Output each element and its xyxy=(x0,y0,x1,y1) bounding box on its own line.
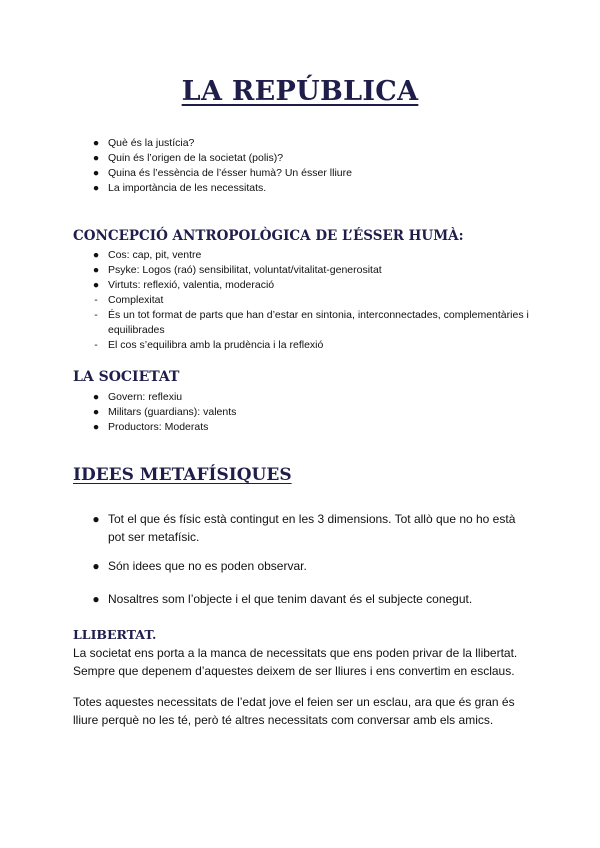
list-item-text: Virtuts: reflexió, valentia, moderació xyxy=(108,279,275,291)
idees-list xyxy=(0,590,600,608)
list-item xyxy=(0,390,600,405)
list-item xyxy=(0,405,600,420)
page-title: LA REPÚBLICA xyxy=(181,76,419,107)
list-item xyxy=(0,510,600,546)
bullet-marker: ● xyxy=(92,249,100,261)
idees-list xyxy=(0,510,600,546)
bullet-marker: ● xyxy=(92,406,100,418)
section-heading-llibertat: LLIBERTAT. xyxy=(73,627,157,642)
bullet-marker: ● xyxy=(92,391,100,403)
list-item xyxy=(0,263,600,278)
bullet-marker: ● xyxy=(92,592,100,606)
bullet-marker: ● xyxy=(92,559,100,573)
section-heading-idees: IDEES METAFÍSIQUES xyxy=(73,465,292,485)
list-item xyxy=(0,166,600,181)
list-item-text: Què és la justícia? xyxy=(108,137,195,149)
list-item-text: La importància de les necessitats. xyxy=(108,182,267,194)
bullet-marker: ● xyxy=(92,167,100,179)
llibertat-paragraph-1: La societat ens porta a la manca de necessitats que ens poden privar de la llibertat. Sempre que depenem d’aquestes deixem de ser lliures i ens convertim en esclaus. xyxy=(73,646,518,678)
list-item-text: Psyke: Logos (raó) sensibilitat, voluntat/vitalitat-generositat xyxy=(108,264,382,276)
bullet-marker: ● xyxy=(92,264,100,276)
section-heading-antropologica: CONCEPCIÓ ANTROPOLÒGICA DE L’ÉSSER HUMÀ: xyxy=(73,228,464,244)
list-item-text: Quina és l’essència de l’ésser humà? Un ésser lliure xyxy=(108,167,352,179)
list-item xyxy=(0,308,600,338)
list-item-text: Productors: Moderats xyxy=(108,421,209,433)
list-item xyxy=(0,420,600,435)
bullet-marker: ● xyxy=(92,152,100,164)
list-item xyxy=(0,181,600,196)
list-item-text: Govern: reflexiu xyxy=(108,391,183,403)
bullet-marker: ● xyxy=(92,137,100,149)
intro-question-list xyxy=(0,136,600,196)
list-item xyxy=(0,278,600,293)
list-item-text: Tot el que és físic està contingut en les 3 dimensions. Tot allò que no ho està pot ser metafísic. xyxy=(108,512,516,544)
dash-marker: - xyxy=(94,309,98,321)
idees-list xyxy=(0,557,600,575)
list-item-text: Nosaltres som l’objecte i el que tenim davant és el subjecte conegut. xyxy=(108,592,473,606)
llibertat-paragraph-2: Totes aquestes necessitats de l’edat jove el feien ser un esclau, ara que és gran és lliure perquè no les té, però té altres necessitats com conversar amb els amics. xyxy=(73,695,515,727)
bullet-marker: ● xyxy=(92,421,100,433)
bullet-marker: ● xyxy=(92,182,100,194)
bullet-marker: ● xyxy=(92,279,100,291)
list-item xyxy=(0,248,600,263)
societat-list xyxy=(0,390,600,435)
list-item-text: Són idees que no es poden observar. xyxy=(108,559,307,573)
section-heading-societat: LA SOCIETAT xyxy=(73,369,180,385)
list-item-text: Cos: cap, pit, ventre xyxy=(108,249,202,261)
list-item xyxy=(0,151,600,166)
dash-marker: - xyxy=(94,339,98,351)
dash-marker: - xyxy=(94,294,98,306)
list-item-text: El cos s’equilibra amb la prudència i la reflexió xyxy=(108,339,324,351)
bullet-marker: ● xyxy=(92,512,100,526)
list-item-text: Complexitat xyxy=(108,294,164,306)
list-item xyxy=(0,557,600,575)
list-item-text: És un tot format de parts que han d’estar en sintonia, interconnectades, complementàries i equilibrades xyxy=(108,309,529,336)
list-item xyxy=(0,293,600,308)
list-item xyxy=(0,338,600,353)
list-item-text: Militars (guardians): valents xyxy=(108,406,237,418)
antropologica-list xyxy=(0,248,600,353)
list-item xyxy=(0,136,600,151)
list-item xyxy=(0,590,600,608)
list-item-text: Quin és l’origen de la societat (polis)? xyxy=(108,152,284,164)
